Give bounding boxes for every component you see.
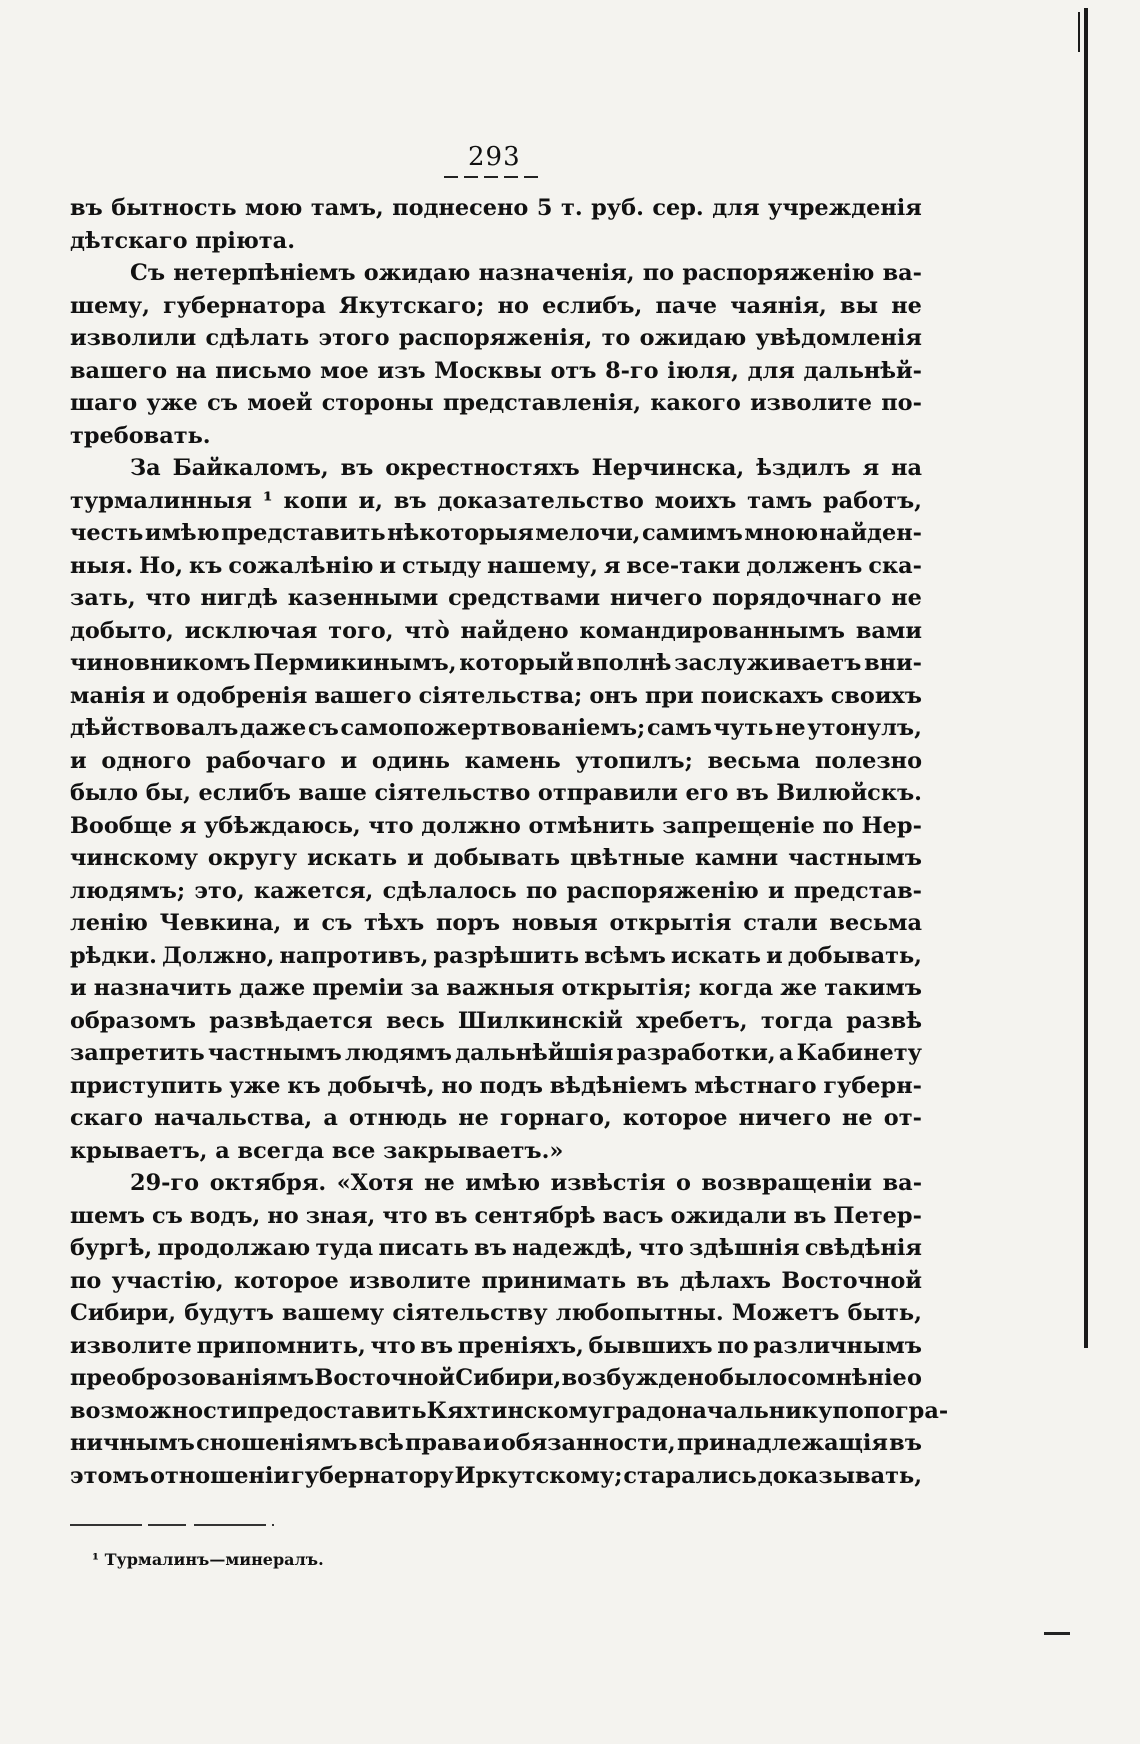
text-line: преоброзованіямъ Восточной Сибири, возбуждено было сомнѣніе о (70, 1365, 922, 1391)
scan-edge-mark (1044, 1632, 1070, 1635)
header-rule (444, 176, 540, 178)
text-line: образомъ развѣдается весь Шилкинскій хребетъ, тогда развѣ (70, 1007, 922, 1034)
text-line: изволите припомнить, что въ преніяхъ, бывшихъ по различнымъ (70, 1332, 922, 1359)
text-line: добыто, исключая того, что̀ найдено командированнымъ вами (70, 617, 922, 644)
text-line: ленію Чевкина, и съ тѣхъ поръ новыя открытія стали весьма (70, 910, 922, 936)
scan-margin-line (1084, 8, 1088, 1348)
text-line: Вообще я убѣждаюсь, что должно отмѣнить запрещеніе по Нер- (70, 812, 922, 839)
text-line: скаго начальства, а отнюдь не горнаго, которое ничего не от- (70, 1105, 922, 1131)
text-line: дѣйствовалъ даже съ самопожертвованіемъ; самъ чуть не утонулъ, (70, 715, 922, 741)
page-number: 293 (468, 142, 521, 172)
text-line: шемъ съ водъ, но зная, что въ сентябрѣ васъ ожидали въ Петер- (70, 1202, 922, 1229)
body-text (70, 192, 949, 1492)
footnote: ¹ Турмалинъ—минералъ. (92, 1550, 324, 1569)
text-line: вашего на письмо мое изъ Москвы отъ 8-го іюля, для дальнѣй- (70, 357, 922, 384)
text-line: по участію, которое изволите принимать въ дѣлахъ Восточной (70, 1267, 922, 1294)
text-line: турмалинныя ¹ копи и, въ доказательство моихъ тамъ работъ, (70, 487, 922, 514)
text-line: въ бытность мою тамъ, поднесено 5 т. руб. сер. для учрежденія (70, 195, 922, 221)
text-line: манія и одобренія вашего сіятельства; онъ при поискахъ своихъ (70, 682, 922, 709)
text-line: чинскому округу искать и добывать цвѣтные камни частнымъ (70, 845, 922, 871)
text-line: изволили сдѣлать этого распоряженія, то ожидаю увѣдомленія (70, 325, 922, 351)
text-line: Сибири, будутъ вашему сіятельству любопытны. Можетъ быть, (70, 1300, 922, 1326)
text-line: бургѣ, продолжаю туда писать въ надеждѣ, что здѣшнія свѣдѣнія (70, 1235, 922, 1261)
text-line: крываетъ, а всегда все закрываетъ.» (70, 1137, 564, 1164)
text-line: шаго уже съ моей стороны представленія, какого изволите по- (70, 390, 922, 416)
text-line: приступить уже къ добычѣ, но подъ вѣдѣніемъ мѣстнаго губерн- (70, 1072, 922, 1099)
text-line: этомъ отношеніи губернатору Иркутскому; старались доказывать, (70, 1462, 922, 1489)
text-line: За Байкаломъ, въ окрестностяхъ Нерчинска, ѣздилъ я на (130, 455, 922, 481)
text-line: и назначить даже преміи за важныя открытія; когда же такимъ (70, 975, 922, 1001)
text-line: честь имѣю представить нѣкоторыя мелочи, самимъ мною найден- (70, 520, 922, 546)
text-line: ныя. Но, къ сожалѣнію и стыду нашему, я все-таки долженъ ска- (70, 552, 922, 579)
text-line: возможности предоставить Кяхтинскому градоначальнику по погра- (70, 1397, 949, 1424)
text-line: рѣдки. Должно, напротивъ, разрѣшить всѣмъ искать и добывать, (70, 942, 922, 969)
text-line: 29-го октября. «Хотя не имѣю извѣстія о возвращеніи ва- (130, 1170, 922, 1196)
text-line: запретить частнымъ людямъ дальнѣйшія разработки, а Кабинету (70, 1040, 922, 1066)
text-line: зать, что нигдѣ казенными средствами ничего порядочнаго не (70, 585, 922, 611)
text-line: было бы, еслибъ ваше сіятельство отправили его въ Вилюйскъ. (70, 780, 922, 806)
text-line: людямъ; это, кажется, сдѣлалось по распоряженію и представ- (70, 877, 922, 904)
text-line: ничнымъ сношеніямъ всѣ права и обязанности, принадлежащія въ (70, 1430, 922, 1456)
text-line: и одного рабочаго и одинь камень утопилъ; весьма полезно (70, 747, 922, 774)
text-line: требовать. (70, 422, 211, 449)
text-line: чиновникомъ Пермикинымъ, который вполнѣ заслуживаетъ вни- (70, 650, 922, 676)
text-line: Съ нетерпѣніемъ ожидаю назначенія, по распоряженію ва- (130, 260, 922, 286)
text-line: дѣтскаго пріюта. (70, 227, 295, 254)
text-line: шему, губернатора Якутскаго; но еслибъ, паче чаянія, вы не (70, 292, 922, 319)
footnote-rule (70, 1524, 274, 1526)
scan-margin-mark (1078, 12, 1080, 52)
